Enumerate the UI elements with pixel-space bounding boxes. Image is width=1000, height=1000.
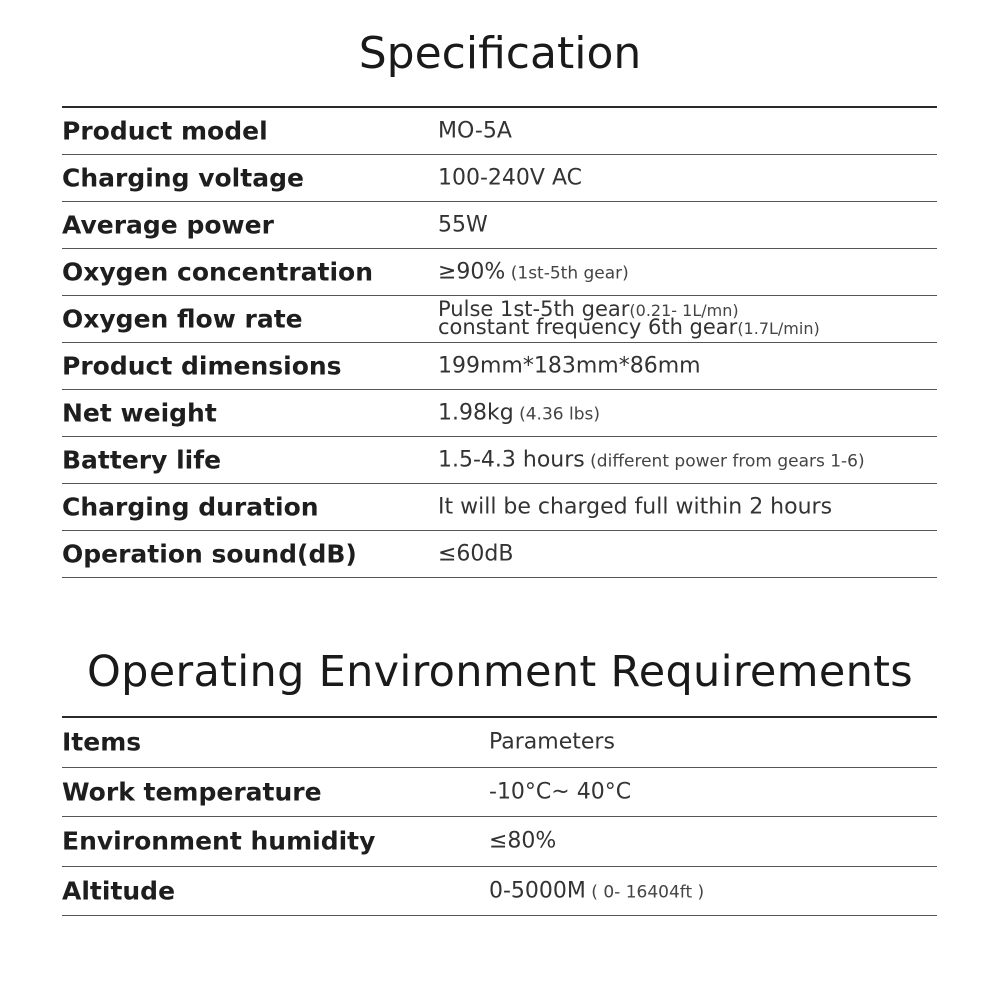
row-label: Average power [62, 210, 274, 240]
table-row [62, 343, 937, 390]
environment-table [62, 716, 937, 916]
specification-table [62, 106, 937, 578]
row-value: -10°C~ 40°C [489, 779, 632, 805]
row-label: Product dimensions [62, 351, 342, 381]
table-row [62, 484, 937, 531]
row-value [438, 297, 820, 339]
table-row [62, 531, 937, 578]
row-label: Charging voltage [62, 163, 304, 193]
row-label: Altitude [62, 876, 176, 906]
row-value: ≤80% [489, 828, 557, 854]
row-value: Parameters [489, 729, 615, 755]
table-row [62, 108, 937, 155]
row-value: 55W [438, 212, 488, 238]
row-value: 0-5000M ( 0- 16404ft ) [489, 878, 705, 904]
row-label: Charging duration [62, 492, 319, 522]
row-label: Work temperature [62, 777, 322, 807]
table-row [62, 768, 937, 818]
table-row [62, 817, 937, 867]
table-header-row [62, 718, 937, 768]
row-label: Environment humidity [62, 826, 376, 856]
table-row [62, 867, 937, 917]
table-row [62, 155, 937, 202]
row-value: 199mm*183mm*86mm [438, 353, 701, 379]
row-value: ≥90% (1st-5th gear) [438, 259, 629, 285]
row-label: Operation sound(dB) [62, 539, 357, 569]
row-label: Oxygen concentration [62, 257, 374, 287]
row-value: ≤60dB [438, 541, 514, 567]
table-row [62, 296, 937, 343]
row-value: MO-5A [438, 118, 512, 144]
row-label: Oxygen flow rate [62, 304, 303, 334]
row-label: Product model [62, 116, 268, 146]
flow-rate-line-1: Pulse 1st-5th gear(0.21- 1L/mn) [438, 297, 739, 321]
table-row [62, 390, 937, 437]
row-value: 100-240V AC [438, 165, 582, 191]
row-label: Items [62, 727, 142, 757]
row-value: 1.98kg (4.36 lbs) [438, 400, 600, 426]
environment-title: Operating Environment Requirements [86, 647, 914, 697]
table-row [62, 249, 937, 296]
row-value: It will be charged full within 2 hours [438, 494, 833, 520]
table-row [62, 437, 937, 484]
row-label: Net weight [62, 398, 217, 428]
flow-rate-line-2: constant frequency 6th gear(1.7L/min) [438, 315, 820, 339]
table-row [62, 202, 937, 249]
row-label: Battery life [62, 445, 222, 475]
specification-title: Specification [358, 28, 642, 79]
row-value: 1.5-4.3 hours (different power from gears 1-6) [438, 447, 865, 473]
